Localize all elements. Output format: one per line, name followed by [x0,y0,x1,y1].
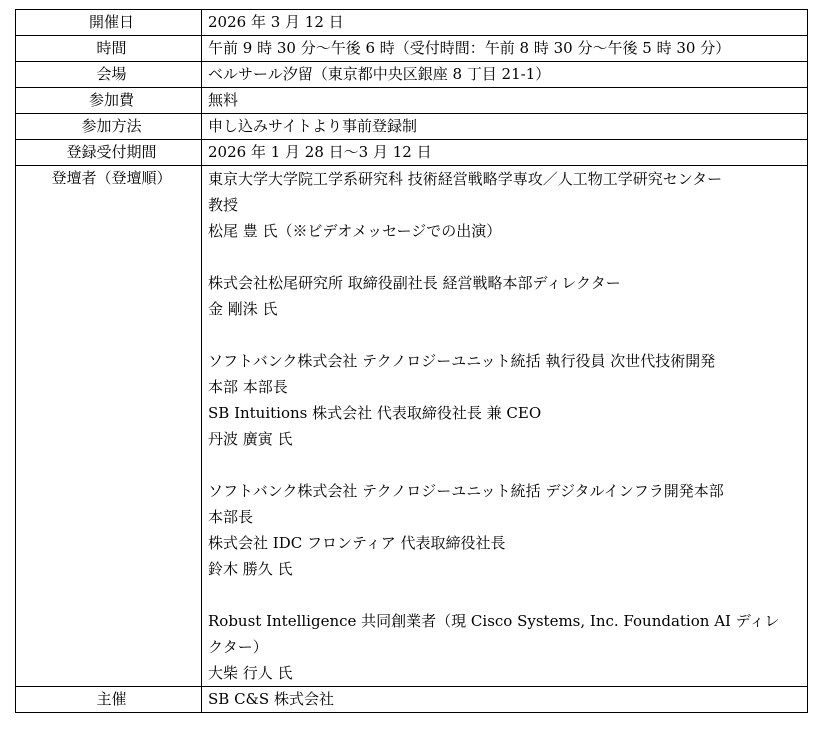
speaker-text-line: 教授 [208,196,239,214]
event-info-table [15,9,808,713]
speaker-text-line: 丹波 廣寅 氏 [208,430,293,448]
row-label-organizer: 主催 [16,687,202,713]
speaker-text-line: 松尾 豊 氏（※ビデオメッセージでの出演） [208,222,502,240]
row-value-registration: 2026 年 1 月 28 日～3 月 12 日 [202,140,808,166]
row-value-fee: 無料 [202,88,808,114]
table-row [16,114,808,140]
speaker-text-line: クター） [208,638,268,656]
table-row [16,36,808,62]
row-label-speakers: 登壇者（登壇順） [16,166,202,687]
speaker-text-line: ソフトバンク株式会社 テクノロジーユニット統括 デジタルインフラ開発本部 [208,482,724,500]
speaker-text-line: SB Intuitions 株式会社 代表取締役社長 兼 CEO [208,404,542,422]
speaker-spacer [208,582,807,608]
row-value-time: 午前 9 時 30 分～午後 6 時（受付時間：午前 8 時 30 分～午後 5 時 30 分） [202,36,808,62]
row-value-venue: ベルサール汐留（東京都中央区銀座 8 丁目 21‐1） [202,62,808,88]
row-label-registration: 登録受付期間 [16,140,202,166]
table-row [16,140,808,166]
row-label-date: 開催日 [16,10,202,36]
speaker-text-line: 金 剛洙 氏 [208,300,278,318]
table-row [16,687,808,713]
row-value-speakers [202,166,808,687]
row-label-fee: 参加費 [16,88,202,114]
speaker-text-line: 鈴木 勝久 氏 [208,560,293,578]
table-row [16,88,808,114]
row-value-date: 2026 年 3 月 12 日 [202,10,808,36]
speaker-text-line: 株式会社松尾研究所 取締役副社長 経営戦略本部ディレクター [208,274,621,292]
speaker-text-line: Robust Intelligence 共同創業者（現 Cisco Systems, Inc. Foundation AI ディレ [208,612,780,630]
speaker-spacer [208,244,807,270]
row-label-venue: 会場 [16,62,202,88]
speaker-text-line: 株式会社 IDC フロンティア 代表取締役社長 [208,534,506,552]
speaker-text-line: 大柴 行人 氏 [208,664,293,682]
speaker-spacer [208,322,807,348]
speaker-text-line: ソフトバンク株式会社 テクノロジーユニット統括 執行役員 次世代技術開発 [208,352,716,370]
speaker-text-line: 本部 本部長 [208,378,288,396]
row-label-time: 時間 [16,36,202,62]
table-row [16,10,808,36]
speaker-text-line: 東京大学大学院工学系研究科 技術経営戦略学専攻／人工物工学研究センター [208,170,723,188]
table-row [16,166,808,687]
speaker-spacer [208,452,807,478]
row-value-method: 申し込みサイトより事前登録制 [202,114,808,140]
table-row [16,62,808,88]
row-value-organizer: SB C&S 株式会社 [202,687,808,713]
row-label-method: 参加方法 [16,114,202,140]
speaker-text-line: 本部長 [208,508,254,526]
